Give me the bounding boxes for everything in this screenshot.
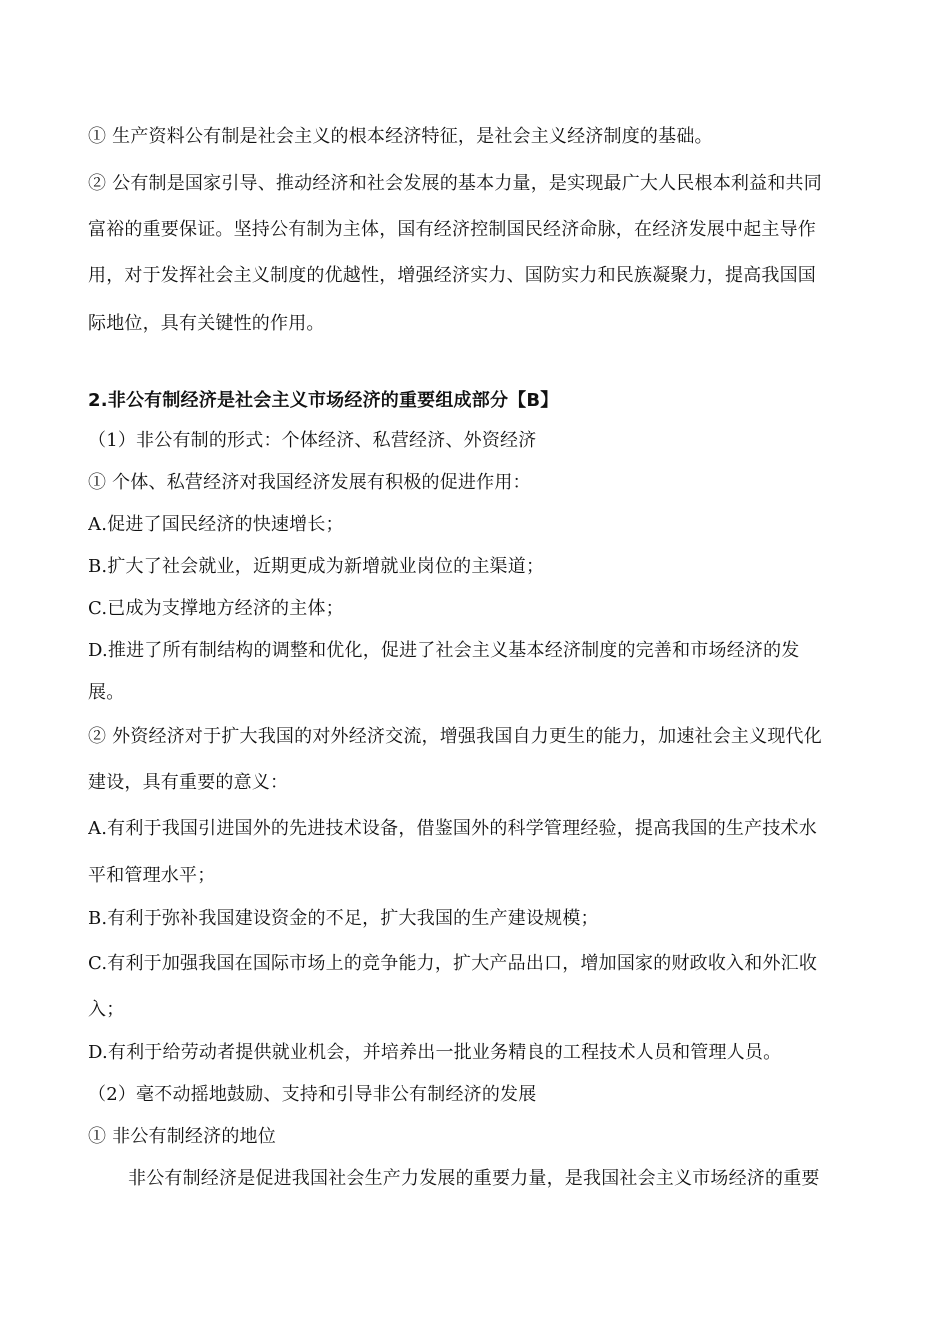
paragraph-line-public-ownership-1: ① 生产资料公有制是社会主义的根本经济特征，是社会主义经济制度的基础。 [88,126,713,147]
paragraph-line-public-ownership-5: 际地位，具有关键性的作用。 [88,313,325,334]
foreign-item-a-line-1: A.有利于我国引进国外的先进技术设备，借鉴国外的科学管理经验，提高我国的生产技术水 [88,818,817,839]
paragraph-status-line-1: 非公有制经济是促进我国社会生产力发展的重要力量，是我国社会主义市场经济的重要 [128,1168,820,1189]
foreign-item-a-line-2: 平和管理水平； [88,865,216,886]
list-intro-private-economy: ① 个体、私营经济对我国经济发展有积极的促进作用： [88,472,531,493]
list-item-c: C.已成为支撑地方经济的主体； [88,598,344,619]
subsection-encourage: （2）毫不动摇地鼓励、支持和引导非公有制经济的发展 [88,1084,537,1105]
list-item-b: B.扩大了社会就业，近期更成为新增就业岗位的主渠道； [88,556,545,577]
foreign-item-d: D.有利于给劳动者提供就业机会，并培养出一批业务精良的工程技术人员和管理人员。 [88,1042,782,1063]
paragraph-line-public-ownership-2: ② 公有制是国家引导、推动经济和社会发展的基本力量，是实现最广大人民根本利益和共同 [88,173,822,194]
section-heading: 2.非公有制经济是社会主义市场经济的重要组成部分【B】 [88,390,559,411]
subsection-status: ① 非公有制经济的地位 [88,1126,276,1147]
subsection-forms: （1）非公有制的形式：个体经济、私营经济、外资经济 [88,430,537,451]
list-intro-foreign-economy-2: 建设，具有重要的意义： [88,772,289,793]
paragraph-line-public-ownership-3: 富裕的重要保证。坚持公有制为主体，国有经济控制国民经济命脉，在经济发展中起主导作 [88,219,816,240]
list-item-a: A.促进了国民经济的快速增长； [88,514,344,535]
list-intro-foreign-economy-1: ② 外资经济对于扩大我国的对外经济交流，增强我国自力更生的能力，加速社会主义现代化 [88,726,822,747]
foreign-item-b: B.有利于弥补我国建设资金的不足，扩大我国的生产建设规模； [88,908,599,929]
foreign-item-c-line-1: C.有利于加强我国在国际市场上的竞争能力，扩大产品出口，增加国家的财政收入和外汇收 [88,953,818,974]
list-item-d-line-2: 展。 [88,682,125,703]
foreign-item-c-line-2: 入； [88,999,125,1020]
paragraph-line-public-ownership-4: 用，对于发挥社会主义制度的优越性，增强经济实力、国防实力和民族凝聚力，提高我国国 [88,265,816,286]
list-item-d-line-1: D.推进了所有制结构的调整和优化，促进了社会主义基本经济制度的完善和市场经济的发 [88,640,800,661]
